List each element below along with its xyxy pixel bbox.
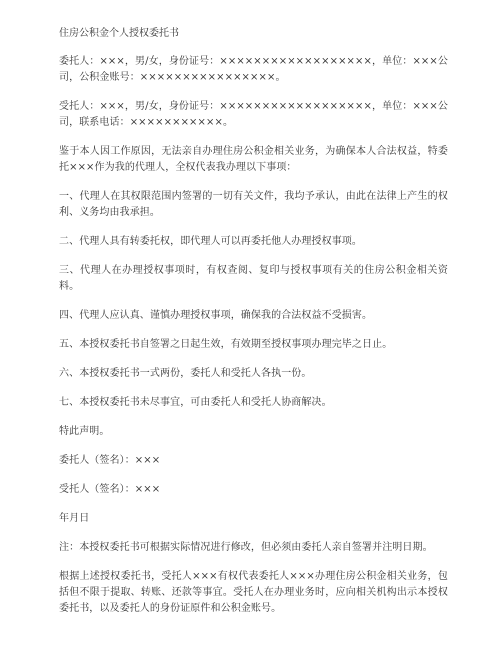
clause-3-paragraph: 三、代理人在办理授权事项时，有权查阅、复印与授权事项有关的住房公积金相关资料。 — [59, 265, 448, 292]
document-title: 住房公积金个人授权委托书 — [59, 28, 179, 39]
clause-5-paragraph: 五、本授权委托书自签署之日起生效，有效期至授权事项办理完毕之日止。 — [59, 339, 393, 350]
date-line: 年月日 — [59, 513, 90, 524]
agent-signature-line: 受托人（签名）：××× — [59, 484, 161, 495]
principal-info-paragraph: 委托人：×××，男/女，身份证号：××××××××××××××××××，单位：×××公司，公积金账号：××××××××××××××××。 — [59, 56, 448, 83]
clause-6-paragraph: 六、本授权委托书一式两份，委托人和受托人各执一份。 — [59, 368, 312, 379]
principal-signature-line: 委托人（签名）：××× — [59, 455, 161, 466]
clause-2-paragraph: 二、代理人具有转委托权，即代理人可以再委托他人办理授权事项。 — [59, 236, 362, 247]
note-paragraph: 注：本授权委托书可根据实际情况进行修改，但必须由委托人亲自签署并注明日期。 — [59, 542, 433, 553]
declaration-line: 特此声明。 — [59, 426, 110, 437]
clause-1-paragraph: 一、代理人在其权限范围内签署的一切有关文件，我均予承认，由此在法律上产生的权利、义务均由我承担。 — [59, 191, 448, 218]
preamble-paragraph: 鉴于本人因工作原因，无法亲自办理住房公积金相关业务，为确保本人合法权益，特委托×××作为我的代理人，全权代表我办理以下事项： — [59, 146, 448, 173]
summary-paragraph: 根据上述授权委托书，受托人×××有权代表委托人×××办理住房公积金相关业务，包括但不限于提取、转账、还款等事宜。受托人在办理业务时，应向相关机构出示本授权委托书，以及委托人的身份证原件和公积金账号。 — [59, 571, 448, 614]
agent-info-paragraph: 受托人：×××，男/女，身份证号：××××××××××××××××××，单位：×××公司，联系电话：×××××××××××。 — [59, 101, 448, 128]
clause-4-paragraph: 四、代理人应认真、谨慎办理授权事项，确保我的合法权益不受损害。 — [59, 310, 373, 321]
clause-7-paragraph: 七、本授权委托书未尽事宜，可由委托人和受托人协商解决。 — [59, 397, 332, 408]
